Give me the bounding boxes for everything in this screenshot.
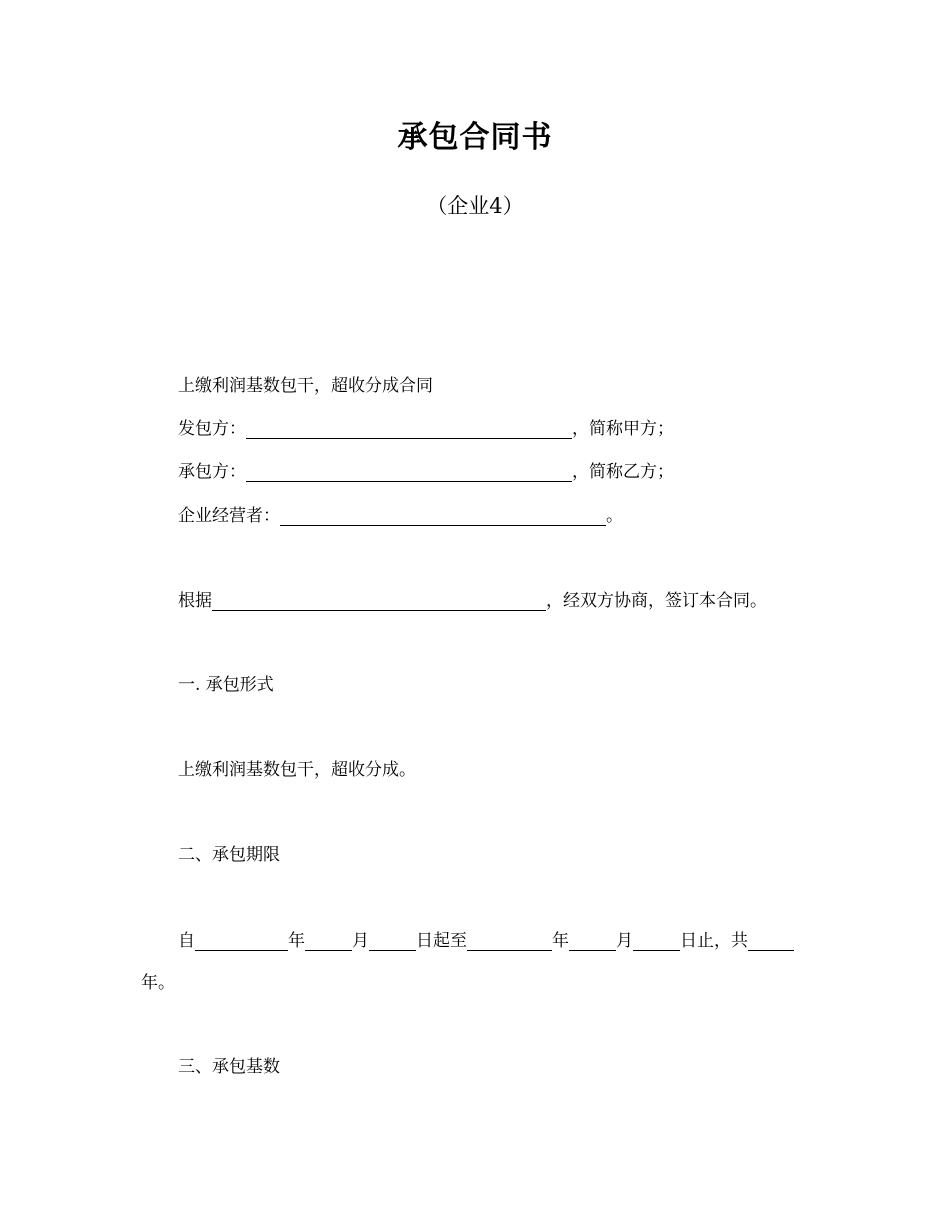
term-month-unit: 月 bbox=[352, 931, 369, 951]
term-line bbox=[178, 929, 794, 953]
operator-label: 企业经营者： bbox=[178, 506, 280, 526]
employer-label: 发包方： bbox=[178, 419, 246, 439]
term-year-unit: 年 bbox=[552, 931, 569, 951]
contractor-suffix: ，简称乙方； bbox=[572, 462, 674, 482]
term-line-continued: 年。 bbox=[141, 973, 175, 993]
intro-line: 上缴利润基数包干，超收分成合同 bbox=[178, 376, 433, 396]
contractor-label: 承包方： bbox=[178, 462, 246, 482]
term-start-day: 日起至 bbox=[416, 931, 467, 951]
employer-blank bbox=[246, 420, 572, 439]
end-month-blank bbox=[569, 932, 616, 951]
contractor-blank bbox=[246, 463, 572, 482]
start-month-blank bbox=[305, 932, 352, 951]
start-year-blank bbox=[195, 932, 288, 951]
term-year-unit: 年 bbox=[288, 931, 305, 951]
section-heading: 三、承包基数 bbox=[178, 1057, 280, 1077]
contract-title: 承包合同书 bbox=[397, 120, 553, 155]
employer-line bbox=[178, 417, 674, 441]
start-day-blank bbox=[369, 932, 416, 951]
section-heading: 一. 承包形式 bbox=[178, 675, 274, 695]
term-end-day: 日止，共 bbox=[680, 931, 748, 951]
total-years-blank bbox=[748, 932, 794, 951]
term-from: 自 bbox=[178, 931, 195, 951]
employer-suffix: ，简称甲方； bbox=[572, 419, 674, 439]
contract-subtitle: （企业4） bbox=[426, 194, 524, 218]
operator-line bbox=[178, 504, 623, 528]
operator-suffix: 。 bbox=[606, 506, 623, 526]
section-heading: 二、承包期限 bbox=[178, 845, 280, 865]
basis-blank bbox=[212, 592, 546, 611]
operator-blank bbox=[280, 507, 606, 526]
term-month-unit: 月 bbox=[616, 931, 633, 951]
end-year-blank bbox=[467, 932, 552, 951]
end-day-blank bbox=[633, 932, 680, 951]
basis-line bbox=[178, 589, 767, 613]
contractor-line bbox=[178, 460, 674, 484]
basis-prefix: 根据 bbox=[178, 591, 212, 611]
basis-suffix: ，经双方协商，签订本合同。 bbox=[546, 591, 767, 611]
section-body: 上缴利润基数包干，超收分成。 bbox=[178, 760, 416, 780]
